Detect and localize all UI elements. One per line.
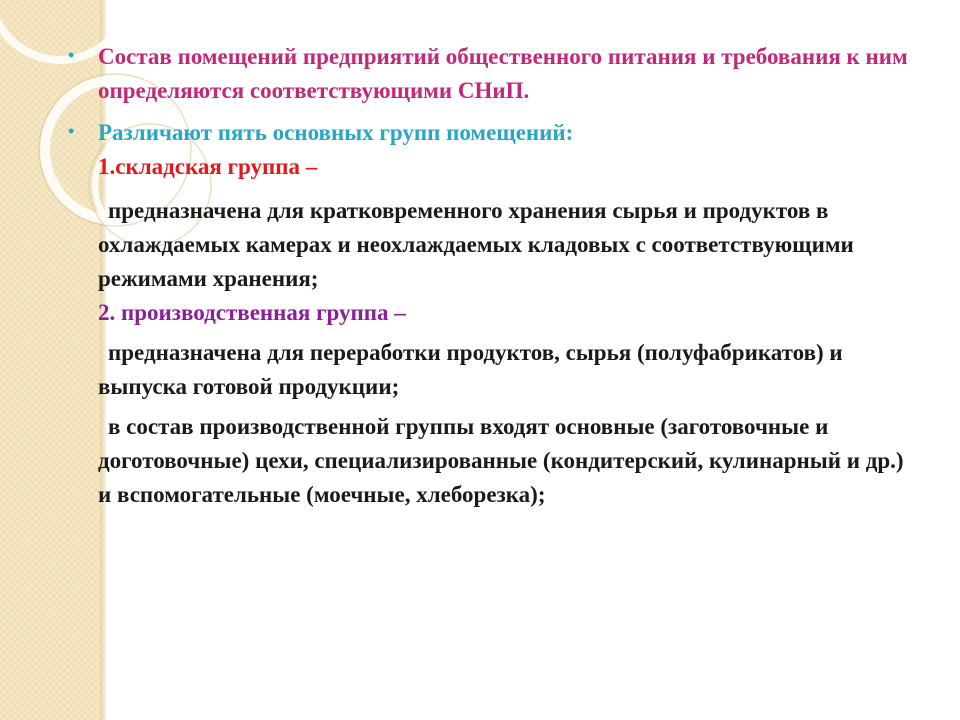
- group-2-description-2: [68, 410, 908, 512]
- bullet-dot-icon: •: [68, 45, 75, 65]
- group-1-heading: 1.складская группа –: [98, 154, 318, 179]
- bullet-1-text: Состав помещений предприятий общественного питания и требования к ним определяются соответствующими СНиП.: [98, 44, 908, 103]
- slide-content: [68, 40, 908, 518]
- bullet-dot-icon: •: [68, 121, 75, 141]
- group-1-description: [68, 194, 908, 330]
- bullet-2-intro: Различают пять основных групп помещений:: [98, 120, 574, 145]
- group-2-heading: 2. производственная группа –: [98, 300, 406, 325]
- group-1-text: предназначена для кратковременного хранения сырья и продуктов в охлаждаемых камерах и неохлаждаемых кладовых с соответствующими режимами хранения;: [98, 198, 854, 291]
- group-2-description-1: [68, 336, 908, 404]
- group-2-text-1: предназначена для переработки продуктов, сырья (полуфабрикатов) и выпуска готовой продукции;: [98, 340, 843, 399]
- group-2-text-2: в состав производственной группы входят основные (заготовочные и доготовочные) цехи, специализированные (кондитерский, кулинарный и др.) и вспомогательные (моечные, хлеборезка);: [98, 414, 904, 507]
- bullet-item-1: [68, 40, 908, 108]
- bullet-item-2: [68, 116, 908, 184]
